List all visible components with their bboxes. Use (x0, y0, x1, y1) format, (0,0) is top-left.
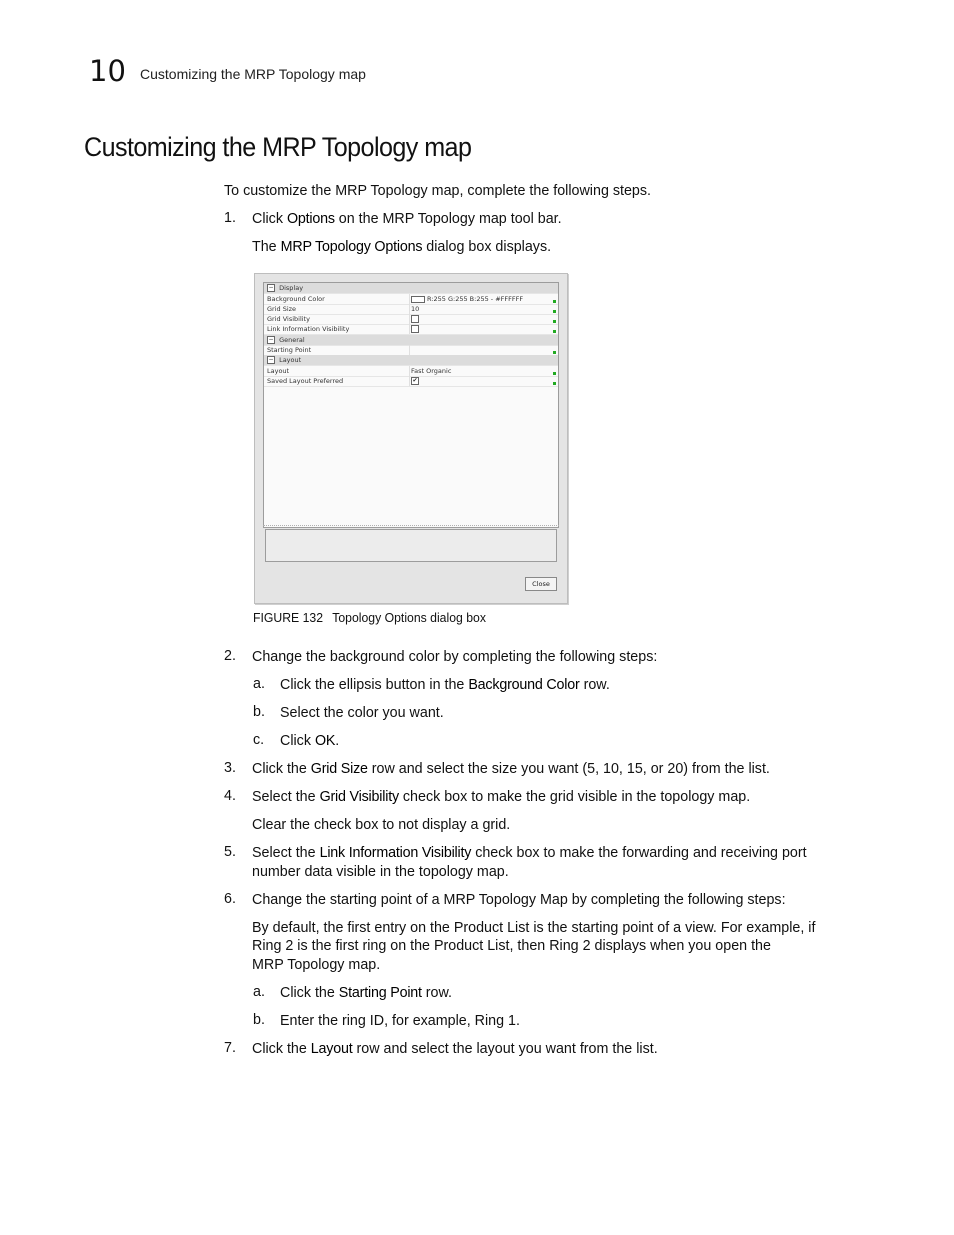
grid-row-display[interactable]: − Display (264, 283, 558, 294)
step-number: 5. (224, 844, 236, 860)
step-number: 3. (224, 760, 236, 776)
grid-row-layout-section[interactable]: − Layout (264, 355, 558, 366)
step-6b-text: Enter the ring ID, for example, Ring 1. (280, 1013, 520, 1029)
property-grid (263, 282, 559, 528)
description-panel (265, 529, 557, 562)
step-2a-text: Click the ellipsis button in the Background Color row. (280, 677, 610, 693)
step-6-para-line2: Ring 2 is the first ring on the Product List, then Ring 2 displays when you open the (252, 938, 771, 954)
intro-text: To customize the MRP Topology map, complete the following steps. (224, 183, 652, 199)
green-marker-icon (553, 320, 556, 323)
page-title: Customizing the MRP Topology map (84, 132, 472, 162)
step-1-note: The MRP Topology Options dialog box displays. (252, 239, 552, 255)
collapse-icon[interactable]: − (268, 284, 274, 291)
step-number: 2. (224, 648, 236, 664)
step-1-text: Click Options on the MRP Topology map tool bar. (252, 211, 562, 227)
grid-row-starting-point[interactable]: Starting Point (264, 345, 558, 356)
step-number: 1. (224, 210, 236, 226)
close-button[interactable]: Close (525, 577, 557, 591)
grid-row-link-information-visibility[interactable]: Link Information Visibility (264, 324, 558, 335)
green-marker-icon (553, 382, 556, 385)
green-marker-icon (553, 330, 556, 333)
grid-row-grid-size[interactable]: Grid Size 10 (264, 304, 558, 315)
step-2b-text: Select the color you want. (280, 705, 444, 721)
step-5-text: Select the Link Information Visibility check box to make the forwarding and receiving port (252, 845, 807, 861)
step-6-text: Change the starting point of a MRP Topology Map by completing the following steps: (252, 892, 786, 908)
collapse-icon[interactable]: − (268, 336, 274, 343)
step-2-text: Change the background color by completing the following steps: (252, 649, 658, 665)
substep-letter: b. (253, 704, 265, 720)
step-6a-text: Click the Starting Point row. (280, 985, 453, 1001)
step-7-text: Click the Layout row and select the layout you want from the list. (252, 1041, 658, 1057)
chapter-title: Customizing the MRP Topology map (140, 66, 366, 82)
substep-letter: a. (253, 676, 265, 692)
substep-letter: b. (253, 1012, 265, 1028)
grid-row-layout[interactable]: Layout Fast Organic (264, 366, 558, 377)
saved-layout-checkbox[interactable]: ✔ (412, 377, 418, 384)
step-4-text: Select the Grid Visibility check box to make the grid visible in the topology map. (252, 789, 751, 805)
step-3-text: Click the Grid Size row and select the size you want (5, 10, 15, or 20) from the list. (252, 761, 770, 777)
step-2c-text: Click OK. (280, 733, 340, 749)
green-marker-icon (553, 300, 556, 303)
green-marker-icon (553, 351, 556, 354)
step-number: 6. (224, 891, 236, 907)
link-information-checkbox[interactable] (411, 325, 419, 333)
green-marker-icon (553, 310, 556, 313)
step-6-para-line3: MRP Topology map. (252, 957, 381, 973)
substep-letter: c. (253, 732, 265, 748)
color-swatch-icon (411, 296, 425, 303)
green-marker-icon (553, 372, 556, 375)
grid-row-background-color[interactable]: Background Color R:255 G:255 B:255 - #FFFFFF (264, 294, 558, 305)
step-6-para-line1: By default, the first entry on the Product List is the starting point of a view. For example, if (252, 920, 816, 936)
step-number: 4. (224, 788, 236, 804)
step-number: 7. (224, 1040, 236, 1056)
step-5-text-line2: number data visible in the topology map. (252, 864, 509, 880)
grid-row-general[interactable]: − General (264, 335, 558, 346)
collapse-icon[interactable]: − (268, 356, 274, 363)
topology-options-dialog (254, 273, 568, 604)
grid-row-grid-visibility[interactable]: Grid Visibility (264, 314, 558, 325)
figure-caption: FIGURE 132 Topology Options dialog box (253, 610, 486, 625)
chapter-number: 10 (89, 54, 126, 88)
step-4-note: Clear the check box to not display a grid. (252, 817, 511, 833)
grid-row-saved-layout-preferred[interactable]: Saved Layout Preferred ✔ (264, 376, 558, 387)
substep-letter: a. (253, 984, 265, 1000)
grid-visibility-checkbox[interactable] (411, 315, 419, 323)
